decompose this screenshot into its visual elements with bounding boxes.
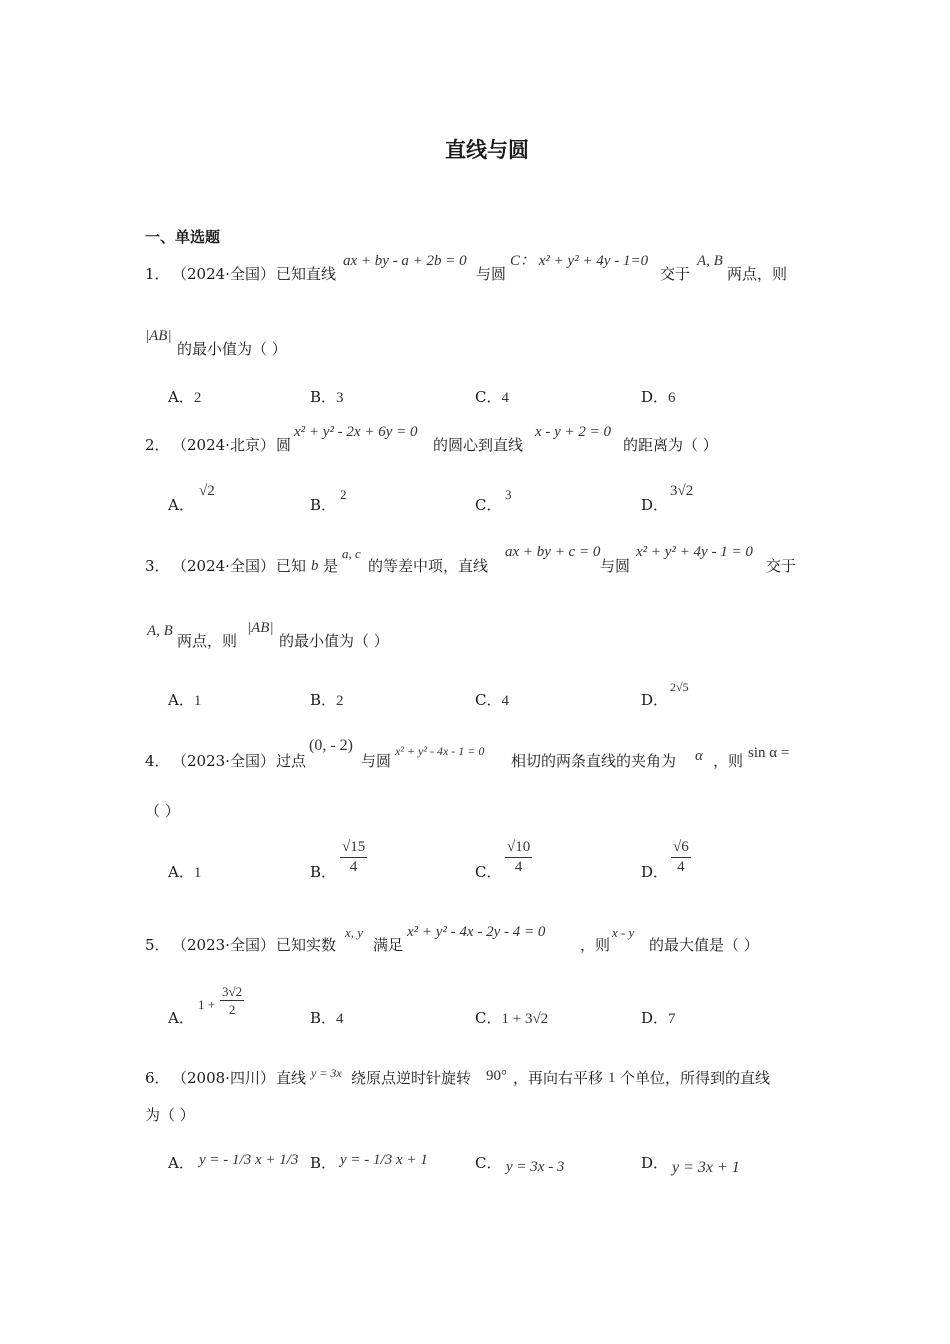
- math-expression: |AB|: [145, 328, 172, 344]
- option-label: A．: [168, 388, 194, 406]
- option-label: A．: [168, 863, 194, 881]
- question-text: 已知: [276, 557, 307, 575]
- option-value: 6: [668, 390, 676, 406]
- question-text: 与圆: [361, 752, 392, 770]
- math-expression: x² + y² - 4x - 2y - 4 = 0: [407, 924, 546, 940]
- option-label: B．: [310, 691, 337, 709]
- question-text: ，则: [713, 752, 744, 770]
- question-text: 圆: [276, 436, 292, 454]
- math-expression: a, c: [342, 546, 361, 561]
- option-label: D．: [641, 1154, 669, 1172]
- question-number: 3．: [145, 557, 170, 575]
- option-b[interactable]: [310, 390, 344, 406]
- question-text: 的圆心到直线: [433, 436, 524, 454]
- math-expression: x, y: [345, 925, 364, 940]
- question-text: 的等差中项，直线: [368, 557, 489, 575]
- option-label: C．: [475, 1009, 502, 1027]
- option-label: C．: [475, 691, 502, 709]
- math-expression: 90°: [486, 1068, 507, 1084]
- option-a[interactable]: [168, 1156, 194, 1171]
- option-value: y = - 1/3 x + 1: [340, 1152, 428, 1168]
- math-expression: C： x² + y² + 4y - 1=0: [510, 253, 649, 269]
- option-label: A．: [168, 691, 194, 709]
- option-d[interactable]: [641, 693, 668, 708]
- question-text: （ ）: [145, 802, 180, 820]
- math-expression: x² + y² - 4x - 1 = 0: [395, 744, 485, 758]
- question-source: （2024·全国）: [172, 557, 275, 575]
- math-expression: α: [695, 748, 703, 764]
- math-expression: (0, - 2): [309, 737, 353, 754]
- math-expression: 1: [608, 1070, 616, 1086]
- option-d[interactable]: [641, 498, 668, 513]
- question-text: 两点，则: [727, 265, 788, 283]
- fraction-numerator: √10: [505, 840, 532, 858]
- fraction-numerator: √15: [340, 840, 367, 858]
- option-a[interactable]: [168, 865, 201, 881]
- question-text: 两点，则: [177, 632, 238, 650]
- option-a[interactable]: [168, 390, 201, 406]
- question-text: 绕原点逆时针旋转: [351, 1069, 472, 1087]
- question-source: （2023·全国）: [172, 936, 275, 954]
- option-value: 2: [340, 487, 347, 502]
- option-b[interactable]: [310, 865, 336, 880]
- option-label: D．: [641, 863, 669, 881]
- question-text: 与圆: [600, 557, 631, 575]
- option-c[interactable]: [475, 390, 509, 406]
- option-value: y = 3x + 1: [672, 1159, 740, 1176]
- option-a[interactable]: [168, 1011, 194, 1026]
- question-text: ，再向右平移: [513, 1069, 604, 1087]
- option-label: C．: [475, 496, 502, 514]
- option-value: 1 + 3√2: [501, 1011, 549, 1027]
- question-text: 的最大值是（ ）: [649, 936, 759, 954]
- question-source: （2024·北京）: [172, 436, 275, 454]
- fraction-denominator: 4: [514, 859, 523, 875]
- option-value: y = - 1/3 x + 1/3: [199, 1152, 299, 1168]
- question-source: （2024·全国）: [172, 265, 275, 283]
- option-value: 4: [501, 390, 509, 406]
- math-expression: x - y + 2 = 0: [535, 424, 612, 440]
- option-b[interactable]: [310, 693, 344, 709]
- question-text: 是: [323, 557, 339, 575]
- question-source: （2023·全国）: [172, 752, 275, 770]
- question-text: 交于: [660, 265, 691, 283]
- option-value: 4: [336, 1011, 344, 1027]
- math-expression: ax + by - a + 2b = 0: [343, 253, 467, 269]
- page-title: 直线与圆: [445, 138, 529, 162]
- option-fraction: [340, 840, 367, 875]
- option-value: 2: [336, 693, 344, 709]
- math-expression: A, B: [697, 253, 723, 269]
- option-d[interactable]: [641, 390, 676, 406]
- math-expression: A, B: [147, 623, 173, 639]
- option-c[interactable]: [475, 1156, 501, 1171]
- option-value: 7: [668, 1011, 676, 1027]
- option-c[interactable]: [475, 1011, 548, 1027]
- math-expression: y = 3x: [311, 1066, 342, 1080]
- question-source: （2008·四川）: [172, 1069, 275, 1087]
- question-number: 1．: [145, 265, 170, 283]
- option-value: 2: [193, 390, 202, 406]
- option-value: 4: [501, 693, 509, 709]
- question-number: 2．: [145, 436, 170, 454]
- math-expression: x - y: [612, 925, 635, 940]
- question-text: 为（ ）: [145, 1106, 195, 1124]
- option-label: D．: [641, 1009, 669, 1027]
- option-label: A．: [168, 496, 194, 514]
- option-c[interactable]: [475, 693, 509, 709]
- option-value: √2: [199, 483, 215, 499]
- option-d[interactable]: [641, 1011, 676, 1027]
- question-text: 交于: [766, 557, 797, 575]
- question-text: 满足: [373, 936, 404, 954]
- option-c[interactable]: [475, 498, 501, 513]
- option-b[interactable]: [310, 1011, 344, 1027]
- option-value: 3: [336, 390, 344, 406]
- option-d[interactable]: [641, 1156, 668, 1171]
- option-label: B．: [310, 1154, 337, 1172]
- option-value: 2√5: [670, 680, 689, 694]
- option-a[interactable]: [168, 693, 201, 709]
- fraction-denominator: 2: [228, 1002, 236, 1017]
- option-b[interactable]: [310, 1156, 336, 1171]
- option-label: D．: [641, 691, 669, 709]
- option-value: 1: [193, 865, 202, 881]
- option-label: D．: [641, 496, 669, 514]
- fraction-numerator: 3√2: [222, 984, 243, 999]
- option-label: B．: [310, 496, 337, 514]
- option-label: C．: [475, 863, 502, 881]
- math-expression: x² + y² - 2x + 6y = 0: [294, 424, 418, 440]
- question-text: 个单位，所得到的直线: [620, 1069, 771, 1087]
- question-number: 4．: [145, 752, 170, 770]
- fraction-denominator: 4: [349, 859, 358, 875]
- option-fraction: [220, 985, 244, 1016]
- question-text: 已知直线: [276, 265, 337, 283]
- option-d[interactable]: [641, 865, 668, 880]
- math-expression: b: [311, 558, 319, 574]
- fraction-denominator: 4: [677, 859, 685, 875]
- question-text: 相切的两条直线的夹角为: [511, 752, 677, 770]
- question-text: 的最小值为（ ）: [177, 340, 287, 358]
- option-label: D．: [641, 388, 669, 406]
- question-text: 过点: [276, 752, 307, 770]
- question-text: ，则: [580, 936, 611, 954]
- option-label: B．: [310, 388, 337, 406]
- question-text: 已知实数: [276, 936, 337, 954]
- option-label: C．: [475, 1154, 502, 1172]
- question-text: 的最小值为（ ）: [279, 632, 389, 650]
- section-heading: 一、单选题: [145, 228, 221, 246]
- question-number: 6．: [145, 1069, 170, 1087]
- question-text: 直线: [276, 1069, 307, 1087]
- option-label: A．: [168, 1009, 194, 1027]
- math-expression: |AB|: [247, 620, 274, 636]
- option-label: B．: [310, 1009, 337, 1027]
- math-expression: sin α =: [748, 745, 790, 761]
- option-label: A．: [168, 1154, 194, 1172]
- option-value: 3√2: [670, 483, 694, 499]
- fraction-numerator: √6: [671, 840, 691, 858]
- option-a[interactable]: [168, 498, 194, 513]
- question-text: 与圆: [476, 265, 507, 283]
- option-value: 3: [505, 487, 512, 502]
- option-value: y = 3x - 3: [506, 1159, 565, 1175]
- option-fraction: [671, 840, 691, 875]
- option-b[interactable]: [310, 498, 336, 513]
- option-prefix: 1 +: [198, 997, 216, 1012]
- question-number: 5．: [145, 936, 170, 954]
- option-label: B．: [310, 863, 337, 881]
- math-expression: x² + y² + 4y - 1 = 0: [636, 544, 753, 560]
- math-expression: ax + by + c = 0: [505, 544, 601, 560]
- option-value: 1: [193, 693, 202, 709]
- option-fraction: [505, 840, 532, 875]
- option-c[interactable]: [475, 865, 501, 880]
- option-label: C．: [475, 388, 502, 406]
- question-text: 的距离为（ ）: [623, 436, 718, 454]
